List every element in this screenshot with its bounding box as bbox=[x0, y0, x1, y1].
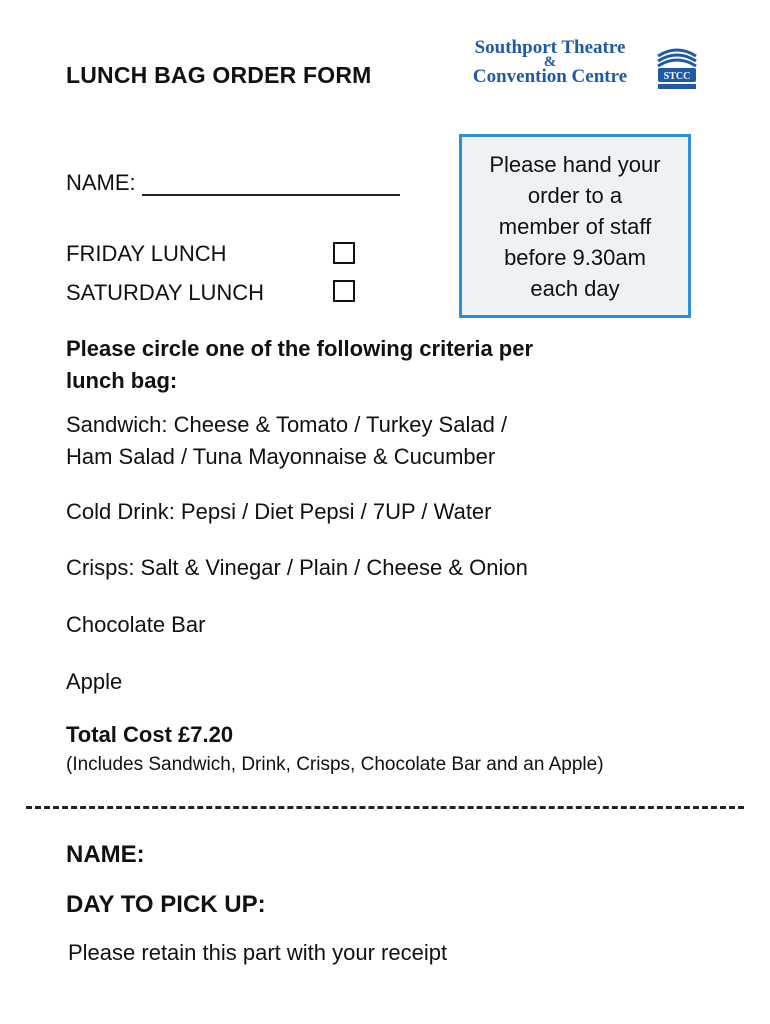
logo-line-3: Convention Centre bbox=[472, 66, 628, 87]
total-includes-note: (Includes Sandwich, Drink, Crisps, Chocolate Bar and an Apple) bbox=[66, 754, 604, 775]
apple-item: Apple bbox=[66, 669, 123, 694]
sandwich-options-line: Sandwich: Cheese & Tomato / Turkey Salad / bbox=[66, 412, 508, 437]
notice-line: Please hand your bbox=[489, 152, 661, 177]
notice-line: order to a bbox=[527, 183, 623, 208]
logo-line-1: Southport Theatre bbox=[474, 37, 626, 58]
saturday-lunch-label: SATURDAY LUNCH bbox=[66, 280, 265, 305]
name-label: NAME: bbox=[66, 170, 136, 195]
notice-line: each day bbox=[530, 276, 620, 301]
logo-ampersand: & bbox=[543, 54, 557, 70]
friday-lunch-label: FRIDAY LUNCH bbox=[66, 241, 227, 266]
notice-line: member of staff bbox=[498, 214, 652, 239]
receipt-day-label: DAY TO PICK UP: bbox=[66, 891, 266, 918]
total-cost: Total Cost £7.20 bbox=[66, 722, 234, 747]
chocolate-bar-item: Chocolate Bar bbox=[66, 612, 206, 637]
staff-notice-box bbox=[459, 134, 691, 318]
logo-wordmark bbox=[452, 38, 648, 86]
receipt-name-label: NAME: bbox=[66, 841, 145, 868]
saturday-lunch-checkbox[interactable] bbox=[333, 280, 355, 302]
sandwich-options-line: Ham Salad / Tuna Mayonnaise & Cucumber bbox=[66, 444, 496, 469]
stcc-logo-icon bbox=[656, 42, 698, 90]
friday-lunch-option bbox=[66, 241, 227, 267]
logo-mark-text: STCC bbox=[663, 71, 691, 82]
notice-line: before 9.30am bbox=[504, 245, 646, 270]
criteria-heading-line: lunch bag: bbox=[66, 368, 178, 393]
venue-logo bbox=[452, 38, 702, 98]
cold-drink-options: Cold Drink: Pepsi / Diet Pepsi / 7UP / Water bbox=[66, 499, 492, 524]
retain-receipt-note: Please retain this part with your receipt bbox=[68, 940, 448, 965]
sandwich-options bbox=[66, 409, 716, 473]
saturday-lunch-option bbox=[66, 280, 264, 306]
name-underline[interactable] bbox=[142, 172, 400, 196]
criteria-heading-line: Please circle one of the following criteria per bbox=[66, 336, 534, 361]
tear-off-divider bbox=[26, 806, 744, 809]
crisps-options: Crisps: Salt & Vinegar / Plain / Cheese & Onion bbox=[66, 555, 528, 580]
friday-lunch-checkbox[interactable] bbox=[333, 242, 355, 264]
name-field[interactable] bbox=[66, 170, 400, 196]
criteria-heading bbox=[66, 333, 706, 397]
form-title: LUNCH BAG ORDER FORM bbox=[66, 62, 372, 88]
